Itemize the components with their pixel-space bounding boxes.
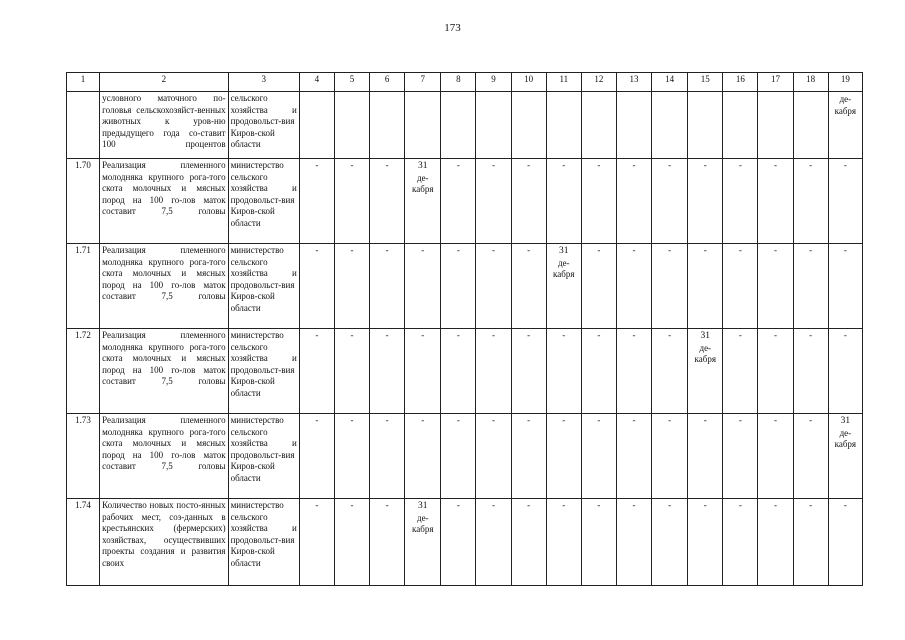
deadline-month: де-кабря xyxy=(694,342,716,364)
item-number-cell xyxy=(67,92,100,159)
table-row xyxy=(67,159,863,244)
page-number: 173 xyxy=(444,22,461,34)
responsible-body-cell: министерство сельского хозяйства и продовольст-вия Киров-ской области xyxy=(228,159,299,244)
item-number-cell: 1.74 xyxy=(67,499,100,586)
deadline-month: де-кабря xyxy=(412,172,434,194)
column-number-header: 1 xyxy=(67,73,100,92)
quarter-mark-cell xyxy=(688,92,723,159)
quarter-mark-cell: - xyxy=(723,244,758,329)
responsible-body-cell: министерство сельского хозяйства и продовольст-вия Киров-ской области xyxy=(228,244,299,329)
deadline-cell xyxy=(405,159,441,244)
column-number-header: 9 xyxy=(476,73,511,92)
quarter-mark-cell: - xyxy=(652,329,688,414)
quarter-mark-cell: - xyxy=(334,244,369,329)
quarter-mark-cell: - xyxy=(441,329,476,414)
item-number-cell: 1.73 xyxy=(67,414,100,499)
indicator-description-cell: Реализация племенного молодняка крупного рога-того скота молочных и мясных пород на 100 го-лов маток составит 7,5 головы xyxy=(100,329,228,414)
quarter-mark-cell: - xyxy=(334,414,369,499)
quarter-mark-cell: - xyxy=(476,414,511,499)
quarter-mark-cell: - xyxy=(405,244,441,329)
table-body xyxy=(67,92,863,586)
quarter-mark-cell: - xyxy=(828,329,862,414)
quarter-mark-cell: - xyxy=(511,499,546,586)
quarter-mark-cell: - xyxy=(334,159,369,244)
quarter-mark-cell: - xyxy=(652,414,688,499)
quarter-mark-cell xyxy=(546,92,581,159)
quarter-mark-cell: - xyxy=(441,244,476,329)
indicator-description-cell: Реализация племенного молодняка крупного рога-того скота молочных и мясных пород на 100 го-лов маток составит 7,5 головы xyxy=(100,414,228,499)
quarter-mark-cell: - xyxy=(581,159,616,244)
quarter-mark-cell: - xyxy=(758,414,793,499)
column-number-header: 17 xyxy=(758,73,793,92)
quarter-mark-cell: - xyxy=(688,159,723,244)
quarter-mark-cell: - xyxy=(476,499,511,586)
schedule-table xyxy=(66,72,863,586)
quarter-mark-cell: - xyxy=(476,329,511,414)
quarter-mark-cell: - xyxy=(758,159,793,244)
quarter-mark-cell xyxy=(758,92,793,159)
quarter-mark-cell: - xyxy=(441,499,476,586)
indicator-description-cell: Реализация племенного молодняка крупного рога-того скота молочных и мясных пород на 100 го-лов маток составит 7,5 головы xyxy=(100,244,228,329)
quarter-mark-cell: - xyxy=(299,244,334,329)
quarter-mark-cell: - xyxy=(652,244,688,329)
column-number-header: 10 xyxy=(511,73,546,92)
quarter-mark-cell: - xyxy=(299,329,334,414)
quarter-mark-cell: - xyxy=(652,159,688,244)
quarter-mark-cell: - xyxy=(581,244,616,329)
responsible-body-cell: сельского хозяйства и продовольст-вия Киров-ской области xyxy=(228,92,299,159)
quarter-mark-cell xyxy=(476,92,511,159)
column-number-header: 11 xyxy=(546,73,581,92)
quarter-mark-cell: - xyxy=(370,414,405,499)
quarter-mark-cell xyxy=(299,92,334,159)
column-number-header: 5 xyxy=(334,73,369,92)
quarter-mark-cell: - xyxy=(546,414,581,499)
quarter-mark-cell: - xyxy=(793,244,828,329)
deadline-day: 31 xyxy=(418,161,428,171)
column-number-header: 16 xyxy=(723,73,758,92)
indicator-description-cell: Реализация племенного молодняка крупного рога-того скота молочных и мясных пород на 100 го-лов маток составит 7,5 головы xyxy=(100,159,228,244)
quarter-mark-cell xyxy=(652,92,688,159)
deadline-day: 31 xyxy=(840,416,851,426)
quarter-mark-cell: - xyxy=(476,244,511,329)
quarter-mark-cell: - xyxy=(793,329,828,414)
quarter-mark-cell: - xyxy=(793,414,828,499)
responsible-body-cell: министерство сельского хозяйства и продовольст-вия Киров-ской области xyxy=(228,499,299,586)
quarter-mark-cell: - xyxy=(299,414,334,499)
table-row xyxy=(67,499,863,586)
quarter-mark-cell: - xyxy=(405,414,441,499)
quarter-mark-cell: - xyxy=(334,499,369,586)
quarter-mark-cell: - xyxy=(758,499,793,586)
column-number-header: 3 xyxy=(228,73,299,92)
quarter-mark-cell: - xyxy=(511,329,546,414)
deadline-cell xyxy=(828,414,862,499)
quarter-mark-cell: - xyxy=(828,499,862,586)
deadline-cell xyxy=(546,244,581,329)
quarter-mark-cell: - xyxy=(546,329,581,414)
quarter-mark-cell: - xyxy=(511,244,546,329)
quarter-mark-cell: - xyxy=(723,499,758,586)
deadline-cell xyxy=(828,92,862,159)
column-number-header: 13 xyxy=(616,73,651,92)
quarter-mark-cell: - xyxy=(616,414,651,499)
deadline-day: 31 xyxy=(418,501,428,511)
quarter-mark-cell: - xyxy=(688,414,723,499)
quarter-mark-cell: - xyxy=(723,329,758,414)
quarter-mark-cell: - xyxy=(581,414,616,499)
table-row xyxy=(67,92,863,159)
quarter-mark-cell: - xyxy=(370,329,405,414)
responsible-body-cell: министерство сельского хозяйства и продовольст-вия Киров-ской области xyxy=(228,414,299,499)
quarter-mark-cell: - xyxy=(723,414,758,499)
quarter-mark-cell xyxy=(793,92,828,159)
column-number-header: 2 xyxy=(100,73,228,92)
quarter-mark-cell: - xyxy=(688,499,723,586)
table-row xyxy=(67,329,863,414)
quarter-mark-cell: - xyxy=(299,499,334,586)
deadline-day: 31 xyxy=(700,331,711,341)
quarter-mark-cell: - xyxy=(370,499,405,586)
indicator-description-cell: условного маточного по-головья сельскохозяйст-венных животных к уров-ню предыдущего года со-ставит 100 процентов xyxy=(100,92,228,159)
quarter-mark-cell: - xyxy=(652,499,688,586)
column-number-header: 4 xyxy=(299,73,334,92)
item-number-cell: 1.70 xyxy=(67,159,100,244)
quarter-mark-cell: - xyxy=(476,159,511,244)
quarter-mark-cell: - xyxy=(793,499,828,586)
quarter-mark-cell: - xyxy=(546,499,581,586)
quarter-mark-cell: - xyxy=(758,244,793,329)
quarter-mark-cell: - xyxy=(828,159,862,244)
quarter-mark-cell: - xyxy=(616,499,651,586)
column-number-header: 8 xyxy=(441,73,476,92)
quarter-mark-cell: - xyxy=(828,244,862,329)
quarter-mark-cell: - xyxy=(511,159,546,244)
quarter-mark-cell xyxy=(441,92,476,159)
quarter-mark-cell: - xyxy=(688,244,723,329)
table-row xyxy=(67,244,863,329)
quarter-mark-cell: - xyxy=(616,329,651,414)
column-number-header: 14 xyxy=(652,73,688,92)
column-number-header: 19 xyxy=(828,73,862,92)
quarter-mark-cell: - xyxy=(758,329,793,414)
indicator-description-cell: Количество новых посто-янных рабочих мест, соз-данных в крестьянских (фермерских) хозяйствах, осуществивших проекты создания и развития своих xyxy=(100,499,228,586)
quarter-mark-cell xyxy=(581,92,616,159)
quarter-mark-cell: - xyxy=(370,159,405,244)
quarter-mark-cell: - xyxy=(334,329,369,414)
quarter-mark-cell: - xyxy=(441,414,476,499)
quarter-mark-cell: - xyxy=(299,159,334,244)
deadline-month: де-кабря xyxy=(412,512,434,534)
deadline-cell xyxy=(405,499,441,586)
quarter-mark-cell xyxy=(334,92,369,159)
quarter-mark-cell xyxy=(405,92,441,159)
responsible-body-cell: министерство сельского хозяйства и продовольст-вия Киров-ской области xyxy=(228,329,299,414)
item-number-cell: 1.72 xyxy=(67,329,100,414)
column-number-header: 18 xyxy=(793,73,828,92)
quarter-mark-cell: - xyxy=(581,499,616,586)
column-number-header: 15 xyxy=(688,73,723,92)
quarter-mark-cell: - xyxy=(546,159,581,244)
quarter-mark-cell: - xyxy=(616,244,651,329)
deadline-cell xyxy=(688,329,723,414)
quarter-mark-cell: - xyxy=(793,159,828,244)
deadline-month: де-кабря xyxy=(834,94,857,116)
quarter-mark-cell xyxy=(511,92,546,159)
quarter-mark-cell: - xyxy=(405,329,441,414)
column-number-header: 6 xyxy=(370,73,405,92)
quarter-mark-cell: - xyxy=(511,414,546,499)
quarter-mark-cell: - xyxy=(441,159,476,244)
deadline-day: 31 xyxy=(559,246,569,256)
quarter-mark-cell: - xyxy=(370,244,405,329)
deadline-month: де-кабря xyxy=(553,257,575,279)
table-row xyxy=(67,414,863,499)
column-number-row xyxy=(67,73,863,92)
column-number-header: 12 xyxy=(581,73,616,92)
quarter-mark-cell: - xyxy=(581,329,616,414)
quarter-mark-cell xyxy=(370,92,405,159)
column-number-header: 7 xyxy=(405,73,441,92)
quarter-mark-cell xyxy=(723,92,758,159)
quarter-mark-cell: - xyxy=(723,159,758,244)
quarter-mark-cell: - xyxy=(616,159,651,244)
deadline-month: де-кабря xyxy=(834,427,857,449)
quarter-mark-cell xyxy=(616,92,651,159)
item-number-cell: 1.71 xyxy=(67,244,100,329)
